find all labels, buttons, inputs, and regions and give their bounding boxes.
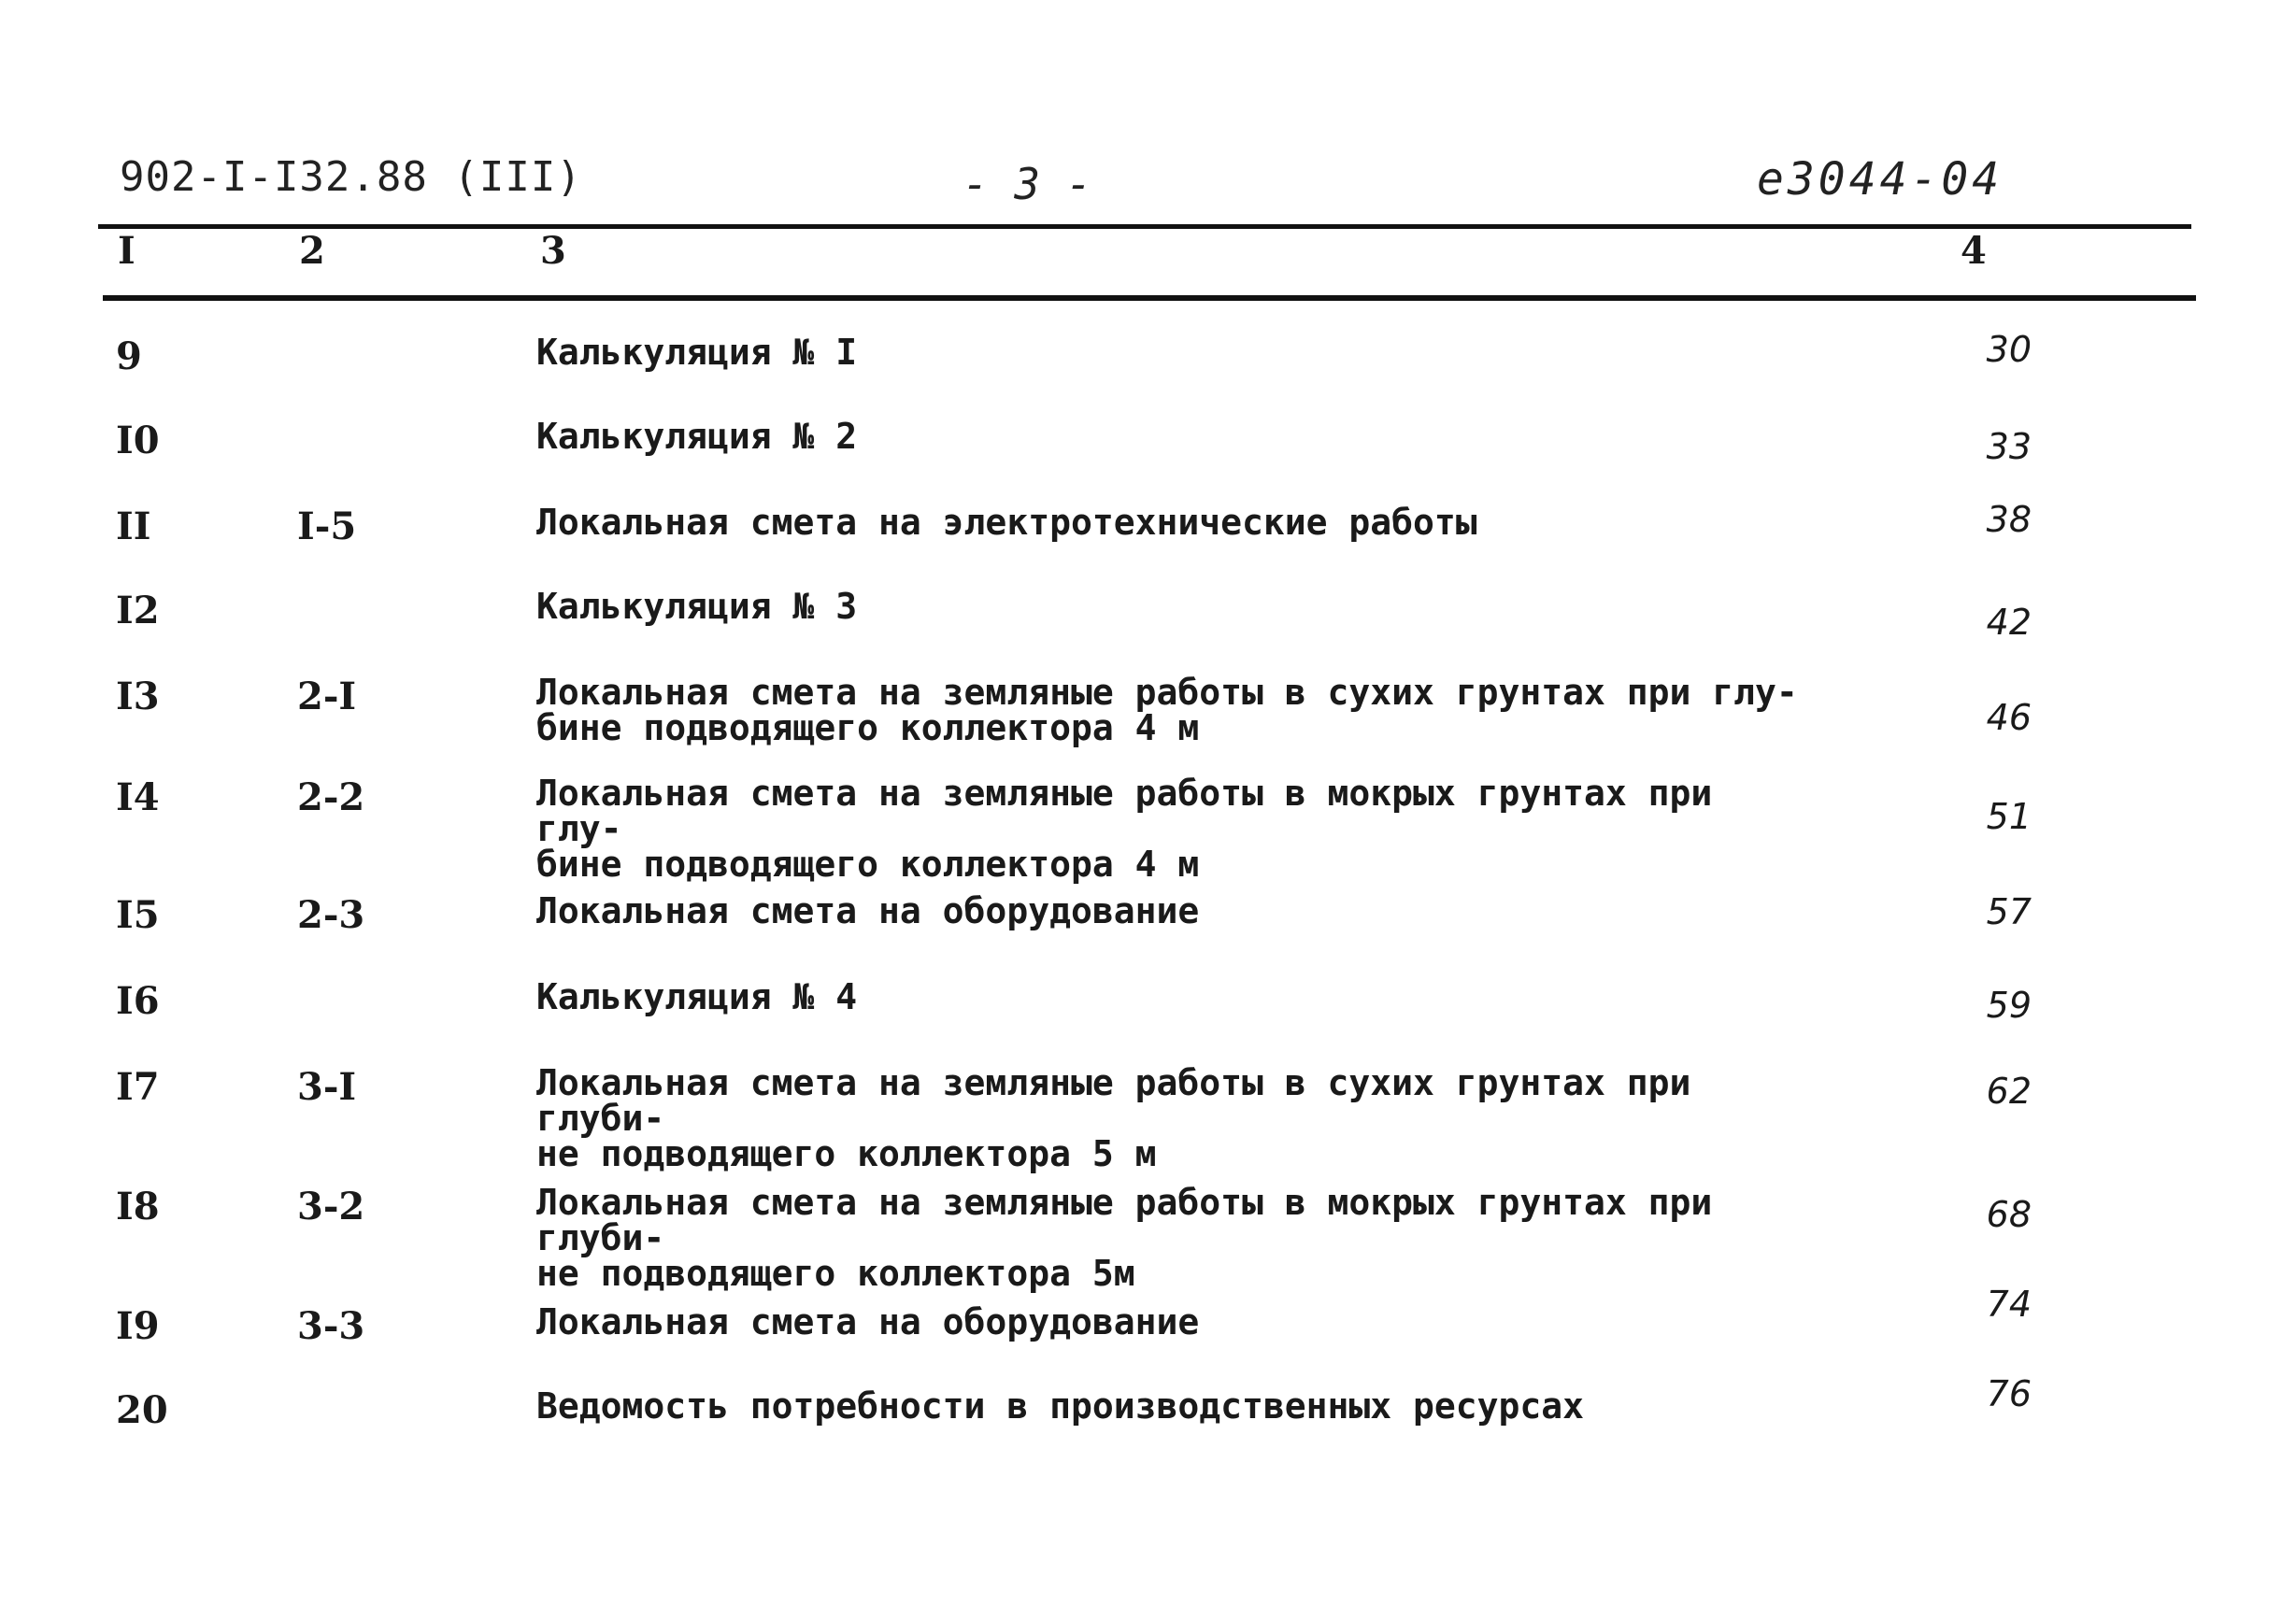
- row-number: I7: [116, 1065, 160, 1109]
- row-title: Калькуляция № 3: [536, 586, 858, 627]
- table-top-rule: [98, 224, 2191, 229]
- row-number: 9: [116, 334, 142, 378]
- row-number: 20: [116, 1388, 168, 1432]
- row-page: 38: [1986, 499, 2032, 540]
- archive-number: e3044-04: [1757, 153, 2004, 206]
- row-title: Калькуляция № I: [536, 332, 858, 373]
- row-page: 33: [1986, 426, 2032, 467]
- row-title: Калькуляция № 4: [536, 976, 858, 1017]
- row-page: 59: [1986, 985, 2032, 1026]
- table-header-rule: [103, 295, 2196, 301]
- row-number: I2: [116, 589, 160, 632]
- row-page: 30: [1986, 329, 2032, 370]
- row-estimate-ref: I-5: [297, 504, 357, 548]
- row-title: Локальная смета на земляные работы в сухих грунтах при глу- бине подводящего коллектора 4 м: [536, 672, 1798, 748]
- column-header-2: 2: [299, 229, 325, 273]
- row-number: I0: [116, 419, 160, 462]
- row-number: I9: [116, 1304, 160, 1348]
- column-header-4: 4: [1961, 229, 1987, 273]
- row-estimate-ref: 3-2: [297, 1185, 365, 1228]
- row-page: 68: [1986, 1194, 2032, 1235]
- row-title: Локальная смета на земляные работы в мокрых грунтах при глуби- не подводящего коллектора 5м: [536, 1182, 1713, 1294]
- page-number: - 3 -: [963, 159, 1092, 209]
- row-estimate-ref: 2-3: [297, 893, 365, 937]
- row-title: Локальная смета на оборудование: [536, 890, 1200, 931]
- row-number: I8: [116, 1185, 160, 1228]
- row-title: Ведомость потребности в производственных ресурсах: [536, 1385, 1585, 1427]
- column-header-3: 3: [540, 229, 566, 273]
- row-number: I5: [116, 893, 160, 937]
- row-title: Локальная смета на электротехнические работы: [536, 502, 1477, 543]
- row-number: II: [116, 504, 151, 548]
- document-code: 902-I-I32.88 (III): [120, 153, 582, 201]
- row-page: 57: [1986, 891, 2032, 932]
- row-number: I3: [116, 675, 160, 718]
- row-number: I4: [116, 775, 160, 819]
- row-page: 62: [1986, 1071, 2032, 1112]
- row-estimate-ref: 3-3: [297, 1304, 365, 1348]
- row-page: 42: [1986, 602, 2032, 643]
- row-title: Локальная смета на земляные работы в сухих грунтах при глуби- не подводящего коллектора 5 м: [536, 1062, 1691, 1174]
- row-estimate-ref: 2-2: [297, 775, 365, 819]
- row-title: Калькуляция № 2: [536, 416, 858, 457]
- row-page: 46: [1986, 697, 2032, 738]
- row-page: 51: [1986, 796, 2032, 837]
- row-estimate-ref: 3-I: [297, 1065, 357, 1109]
- row-estimate-ref: 2-I: [297, 675, 357, 718]
- row-title: Локальная смета на оборудование: [536, 1301, 1200, 1342]
- row-page: 76: [1986, 1373, 2032, 1414]
- row-title: Локальная смета на земляные работы в мокрых грунтах при глу- бине подводящего коллектора 4 м: [536, 773, 1713, 885]
- row-number: I6: [116, 979, 160, 1023]
- column-header-1: I: [118, 229, 135, 273]
- row-page: 74: [1986, 1284, 2032, 1325]
